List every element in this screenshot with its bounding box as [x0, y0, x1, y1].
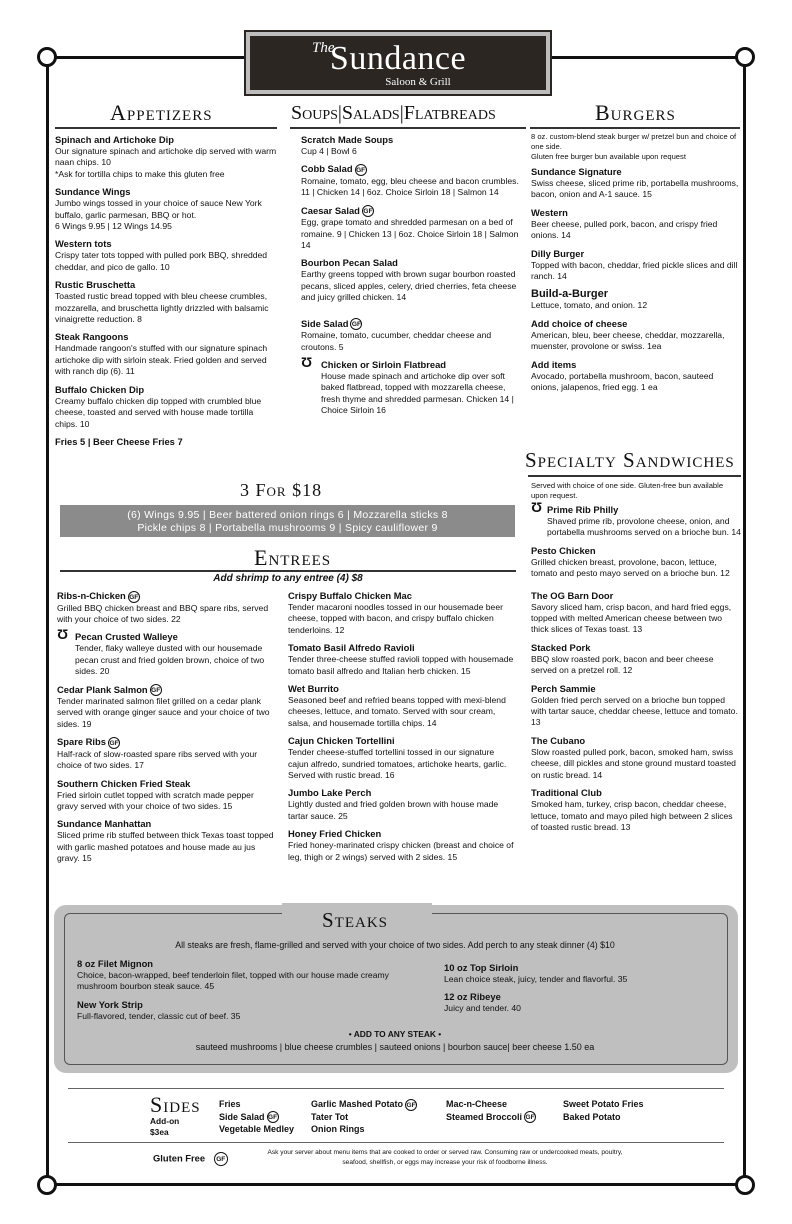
item-name: Honey Fried Chicken [288, 828, 382, 840]
gluten-free-icon: GF [267, 1111, 279, 1123]
item-name: 12 oz Ribeye [444, 991, 501, 1003]
item-name: Rustic Bruschetta [55, 279, 136, 291]
side-item: Mac-n-Cheese [446, 1099, 508, 1109]
horseshoe-icon: Ʊ [531, 499, 543, 515]
list-item [55, 238, 277, 273]
item-desc: Tender three-cheese stuffed ravioli topped with housemade tomato basil alfredo and Italian herb chicken. 15 [288, 654, 514, 676]
side-item: Onion Rings [311, 1124, 365, 1135]
side-item: Garlic Mashed Potato [311, 1099, 404, 1109]
item-desc: Handmade rangoon's stuffed with our signature spinach artichoke dip with sirloin steak. Fried golden and served with ranch dip (6). 11 [55, 343, 268, 377]
item-name: Chicken or Sirloin Flatbread [321, 359, 447, 371]
side-item-row [446, 1111, 558, 1124]
sides-addon: Add-on [150, 1116, 180, 1126]
item-desc: Seasoned beef and refried beans topped with mexi-blend cheeses, lettuce, and tomato. Served with sour cream, salsa, and housemade tortilla chips. 14 [288, 695, 506, 728]
list-item [444, 991, 714, 1014]
item-name: Western [531, 206, 568, 218]
item-desc: Lightly dusted and fried golden brown with house made tartar sauce. 25 [288, 799, 499, 821]
list-item [531, 545, 741, 580]
item-name: Spare Ribs [57, 736, 106, 748]
item-name: Prime Rib Philly [547, 504, 619, 515]
steaks-intro: All steaks are fresh, flame-grilled and served with your choice of two sides. Add perch to any steak dinner (4) $10 [175, 940, 615, 950]
item-name: Spinach and Artichoke Dip [55, 134, 174, 145]
combo-line-1: (6) Wings 9.95 | Beer battered onion rings 6 | Mozzarella sticks 8 [127, 509, 448, 521]
appetizers-title: Appetizers [110, 100, 213, 125]
frame-corner [735, 47, 755, 67]
item-desc: Juicy and tender. 40 [444, 1003, 521, 1014]
item-desc: Grilled chicken breast, provolone, bacon, lettuce, tomato and pesto mayo served on a brioche bun. 12 [531, 556, 730, 579]
gluten-free-label: Gluten Free [153, 1152, 206, 1164]
entrees-rule [60, 570, 516, 572]
horseshoe-icon: Ʊ [301, 354, 313, 371]
item-name: Crispy Buffalo Chicken Mac [288, 590, 412, 601]
item-name: 8 oz Filet Mignon [77, 958, 154, 969]
item-name: Western tots [55, 238, 112, 250]
item-name: Cobb Salad [301, 163, 353, 175]
logo-the: The [312, 40, 335, 56]
item-name: Add choice of cheese [531, 317, 628, 329]
restaurant-logo [246, 32, 550, 94]
item-desc: Crispy tater tots topped with pulled pork BBQ, shredded cheddar, and pico de gallo. 10 [55, 250, 268, 272]
burgers-list [531, 132, 741, 399]
list-item [531, 359, 741, 394]
list-item [57, 736, 277, 771]
steaks-left [77, 958, 397, 1028]
item-desc: Jumbo wings tossed in your choice of sauce New York buffalo, garlic parmesan, BBQ or hot. [55, 198, 262, 220]
item-name: Sundance Wings [55, 186, 131, 198]
item-name-row [301, 163, 519, 176]
item-name-row [57, 736, 277, 749]
combo-box [60, 505, 515, 537]
entrees-subtitle: Add shrimp to any entree (4) $8 [213, 573, 363, 584]
list-item [55, 186, 277, 232]
item-desc: Tender macaroni noodles tossed in our housemade beer cheese, topped with bacon, and crispy buffalo chicken tenderloins. 12 [288, 602, 503, 635]
entrees-left [57, 590, 277, 871]
sides-bottom-rule [68, 1142, 724, 1143]
combo-title: 3 For $18 [240, 480, 323, 500]
item-name: Stacked Pork [531, 641, 591, 653]
item-note: 6 Wings 9.95 | 12 Wings 14.95 [55, 221, 172, 232]
gluten-free-icon: GF [108, 737, 120, 749]
list-item [531, 787, 741, 833]
steaks-title: Steaks [322, 908, 389, 932]
sandwiches-rule [528, 475, 741, 477]
list-item [57, 590, 277, 625]
list-item [444, 962, 714, 985]
gluten-free-icon: GF [405, 1099, 417, 1111]
gluten-free-icon: GF [214, 1152, 228, 1166]
gluten-free-icon: GF [150, 684, 162, 696]
list-item [288, 787, 516, 822]
item-name: Ribs-n-Chicken [57, 590, 126, 601]
item-desc: Tender cheese-stuffed tortellini tossed in our signature cajun alfredo, sundried tomatoes, artichoke hearts, garlic. Served with rustic bread. 16 [288, 747, 507, 781]
item-desc: Slow roasted pulled pork, bacon, smoked ham, swiss cheese, dill pickles and stone ground mustard toasted on rustic bread. 14 [531, 746, 736, 780]
list-item [77, 958, 397, 993]
item-desc: Savory sliced ham, crisp bacon, and hard fried eggs, topped with melted American cheese between two thick slices of Texas toast. 13 [531, 601, 732, 635]
list-item [301, 257, 519, 303]
list-item [77, 999, 397, 1022]
item-desc: Cup 4 | Bowl 6 [301, 146, 357, 156]
item-desc: Choice, bacon-wrapped, beef tenderloin filet, topped with our house made creamy mushroom bourbon steak sauce. 45 [77, 970, 389, 992]
item-desc: Sliced prime rib stuffed between thick Texas toast topped with garlic mashed potatoes and house made au jus gravy. 15 [57, 830, 274, 864]
list-item [531, 248, 741, 283]
item-desc: Full-flavored, tender, classic cut of beef. 35 [77, 1010, 241, 1021]
disclaimer [245, 1148, 645, 1167]
list-item [531, 683, 741, 729]
item-name-row [301, 318, 519, 331]
item-name: Pesto Chicken [531, 544, 596, 556]
disclaimer-line-1: Ask your server about menu items that are cooked to order or served raw. Consuming raw or undercooked meats, poultry, [267, 1149, 623, 1156]
item-desc: Swiss cheese, sliced prime rib, portabella mushrooms, bacon, onion and A-1 sauce. 15 [531, 178, 739, 200]
list-item [55, 384, 277, 430]
item-desc: Egg, grape tomato and shredded parmesan on a bed of romaine. 9 | Chicken 13 | 6oz. Choice Sirloin 18 | Salmon 14 [301, 217, 519, 251]
gluten-free-icon: GF [355, 164, 367, 176]
item-desc: Avocado, portabella mushroom, bacon, sauteed onions, jalapenos, fried egg. 1 ea [531, 370, 714, 393]
item-desc: Shaved prime rib, provolone cheese, onion, and portabella mushrooms served on a brioche bun. 14 [547, 516, 741, 538]
item-name: The Cubano [531, 734, 586, 746]
list-item [531, 642, 741, 677]
item-name-row [57, 590, 277, 603]
steak-addon-title: • ADD TO ANY STEAK • [348, 1029, 442, 1039]
appetizers-list [55, 134, 277, 448]
item-name: Scratch Made Soups [301, 134, 394, 145]
gluten-free-icon: GF [350, 318, 362, 330]
side-item: Sweet Potato Fries [563, 1099, 644, 1109]
item-name: Buffalo Chicken Dip [55, 383, 145, 395]
horseshoe-icon: Ʊ [57, 626, 69, 643]
disclaimer-line-2: seafood, shellfish, or eggs may increase your risk of foodborne illness. [342, 1158, 548, 1166]
sides-title: Sides [150, 1092, 201, 1117]
gluten-free-icon: GF [362, 205, 374, 217]
item-desc: Lean choice steak, juicy, tender and flavorful. 35 [444, 974, 628, 984]
item-name: New York Strip [77, 998, 143, 1010]
sides-col-4 [563, 1098, 703, 1123]
item-name-row [57, 684, 277, 697]
list-item [57, 684, 277, 731]
item-name: Add items [531, 358, 577, 370]
item-desc: Topped with bacon, cheddar, fried pickle slices and dill ranch. 14 [531, 259, 738, 282]
side-item: Steamed Broccoli [446, 1111, 523, 1122]
entrees-right [288, 590, 516, 869]
burgers-title: Burgers [595, 100, 676, 125]
list-item [288, 735, 516, 781]
frame-corner [37, 1175, 57, 1195]
item-desc: Lettuce, tomato, and onion. 12 [531, 300, 648, 311]
item-desc: Earthy greens topped with brown sugar bourbon roasted pecans, sliced apples, celery, dried cherries, feta cheese and juicy grilled chicken. 14 [301, 269, 517, 303]
sandwiches-title: Specialty Sandwiches [525, 448, 735, 472]
item-name: Steak Rangoons [55, 331, 129, 343]
side-item: Fries [219, 1099, 241, 1109]
list-item [288, 642, 516, 677]
item-desc: American, bleu, beer cheese, cheddar, mozzarella, muenster, provolone or swiss. 1ea [531, 329, 725, 352]
list-item [301, 205, 519, 252]
item-name-row [301, 205, 519, 218]
item-desc: Golden fried perch served on a brioche bun topped with tartar sauce, cheddar cheese, lettuce and tomato. 13 [531, 694, 738, 728]
burgers-rule [530, 127, 740, 129]
combo-line-2: Pickle chips 8 | Portabella mushrooms 9 | Spicy cauliflower 9 [137, 522, 438, 534]
list-item [531, 207, 741, 242]
list-item [288, 683, 516, 729]
item-name: Sundance Manhattan [57, 818, 152, 830]
item-desc: Beer cheese, pulled pork, bacon, and crispy fried onions. 14 [531, 218, 718, 241]
item-name: Pecan Crusted Walleye [75, 631, 178, 643]
list-item [531, 166, 741, 201]
item-desc: Our signature spinach and artichoke dip served with warm naan chips. 10 [55, 146, 277, 168]
item-name: Cedar Plank Salmon [57, 683, 148, 695]
burgers-intro: 8 oz. custom-blend steak burger w/ pretzel bun and choice of one side. [531, 132, 737, 151]
sides-col-1 [219, 1098, 311, 1136]
list-item [531, 318, 741, 353]
entrees-title: Entrees [254, 545, 332, 570]
fries-line: Fries 5 | Beer Cheese Fries 7 [55, 435, 183, 447]
side-item: Tater Tot [311, 1111, 349, 1122]
item-desc: House made spinach and artichoke dip over soft baked flatbread, topped with mozzarella cheese, fresh thyme and shredded parmesan. Chicken 14 | Choice Sirloin 16 [321, 371, 514, 416]
burgers-gf-note: Gluten free burger bun available upon request [531, 152, 686, 161]
side-item-row [311, 1098, 441, 1111]
list-item [301, 354, 519, 417]
list-item [531, 288, 741, 311]
item-desc: Romaine, tomato, cucumber, cheddar cheese and croutons. 5 [301, 330, 492, 352]
item-name: Dilly Burger [531, 247, 585, 259]
item-desc: Creamy buffalo chicken dip topped with crumbled blue cheese, toasted and served with house made tortilla chips. 10 [55, 395, 262, 429]
list-item [531, 499, 741, 539]
item-name: Southern Chicken Fried Steak [57, 777, 191, 789]
item-desc: Tender marinated salmon filet grilled on a cedar plank served with orange ginger sauce and your choice of two sides. 19 [57, 696, 270, 729]
appetizers-rule [55, 127, 277, 129]
item-desc: Fried sirloin cutlet topped with scratch made pepper gravy served with your choice of two sides. 15 [57, 789, 254, 812]
item-note: *Ask for tortilla chips to make this gluten free [55, 168, 225, 179]
item-desc: Romaine, tomato, egg, bleu cheese and bacon crumbles. 11 | Chicken 14 | 6oz. Choice Sirloin 18 | Salmon 14 [301, 175, 519, 198]
item-desc: Fried honey-marinated crispy chicken (breast and choice of leg, thigh or 2 wings) served with 2 sides. 15 [288, 840, 514, 862]
side-item: Baked Potato [563, 1111, 621, 1122]
steak-addon-items: sauteed mushrooms | blue cheese crumbles | sauteed onions | bourbon sauce| beer cheese 1.50 ea [195, 1042, 595, 1052]
item-name: 10 oz Top Sirloin [444, 962, 519, 973]
sides-price: $3ea [150, 1127, 169, 1137]
side-item-row [219, 1111, 311, 1124]
logo-subtitle: Saloon & Grill [385, 76, 451, 88]
list-item [301, 318, 519, 353]
sandwiches-list [531, 481, 741, 839]
list-item [57, 626, 277, 677]
list-item [55, 134, 277, 180]
item-name: Jumbo Lake Perch [288, 787, 372, 799]
item-name: Sundance Signature [531, 166, 622, 177]
item-desc: Grilled BBQ chicken breast and BBQ spare ribs, served with your choice of two sides. 22 [57, 602, 269, 624]
logo-name: Sundance [329, 40, 467, 77]
soups-rule [290, 127, 526, 129]
sides-col-2 [311, 1098, 441, 1136]
list-item [288, 828, 516, 863]
item-desc: BBQ slow roasted pork, bacon and beer cheese served on a pretzel roll. 12 [531, 653, 714, 676]
item-name: Side Salad [301, 317, 349, 329]
item-name: Tomato Basil Alfredo Ravioli [288, 642, 415, 654]
list-item [55, 331, 277, 377]
item-name: The OG Barn Door [531, 589, 614, 601]
item-name: Wet Burrito [288, 683, 339, 695]
item-desc: Smoked ham, turkey, crisp bacon, cheddar cheese, lettuce, tomato and mayo piled high between 2 slices of toasted rustic bread. 13 [531, 799, 733, 832]
item-name: Caesar Salad [301, 204, 360, 216]
gluten-free-icon: GF [128, 591, 140, 603]
item-name: Perch Sammie [531, 682, 596, 694]
list-item [301, 134, 519, 157]
side-item: Side Salad [219, 1111, 265, 1122]
steaks-right [444, 962, 714, 1021]
frame-corner [37, 47, 57, 67]
list-item [531, 735, 741, 781]
sides-col-3 [446, 1098, 558, 1123]
item-name: Bourbon Pecan Salad [301, 257, 398, 269]
list-item [301, 163, 519, 198]
item-desc: Toasted rustic bread topped with bleu cheese crumbles, mozzarella, and bruschetta lightly drizzled with balsamic vinaigrette reduction. 8 [55, 291, 269, 325]
sides-top-rule [68, 1088, 724, 1089]
list-item [55, 279, 277, 325]
soups-list [301, 134, 519, 423]
item-desc: Tender, flaky walleye dusted with our housemade pecan crust and fried golden brown, choice of two sides. 20 [75, 643, 265, 677]
sandwiches-intro: Served with choice of one side. Gluten-free bun available upon request. [531, 481, 724, 500]
item-desc: Half-rack of slow-roasted spare ribs served with your choice of two sides. 17 [57, 748, 258, 771]
list-item [57, 818, 277, 864]
item-name: Build-a-Burger [531, 288, 608, 301]
list-item [57, 778, 277, 813]
soups-title: Soups|Salads|Flatbreads [291, 102, 496, 124]
list-item [288, 590, 516, 636]
gluten-free-legend [153, 1152, 228, 1166]
list-item [531, 590, 741, 636]
item-name: Traditional Club [531, 787, 602, 799]
side-item: Vegetable Medley [219, 1124, 295, 1135]
gluten-free-icon: GF [524, 1111, 536, 1123]
item-name: Cajun Chicken Tortellini [288, 735, 395, 747]
frame-corner [735, 1175, 755, 1195]
